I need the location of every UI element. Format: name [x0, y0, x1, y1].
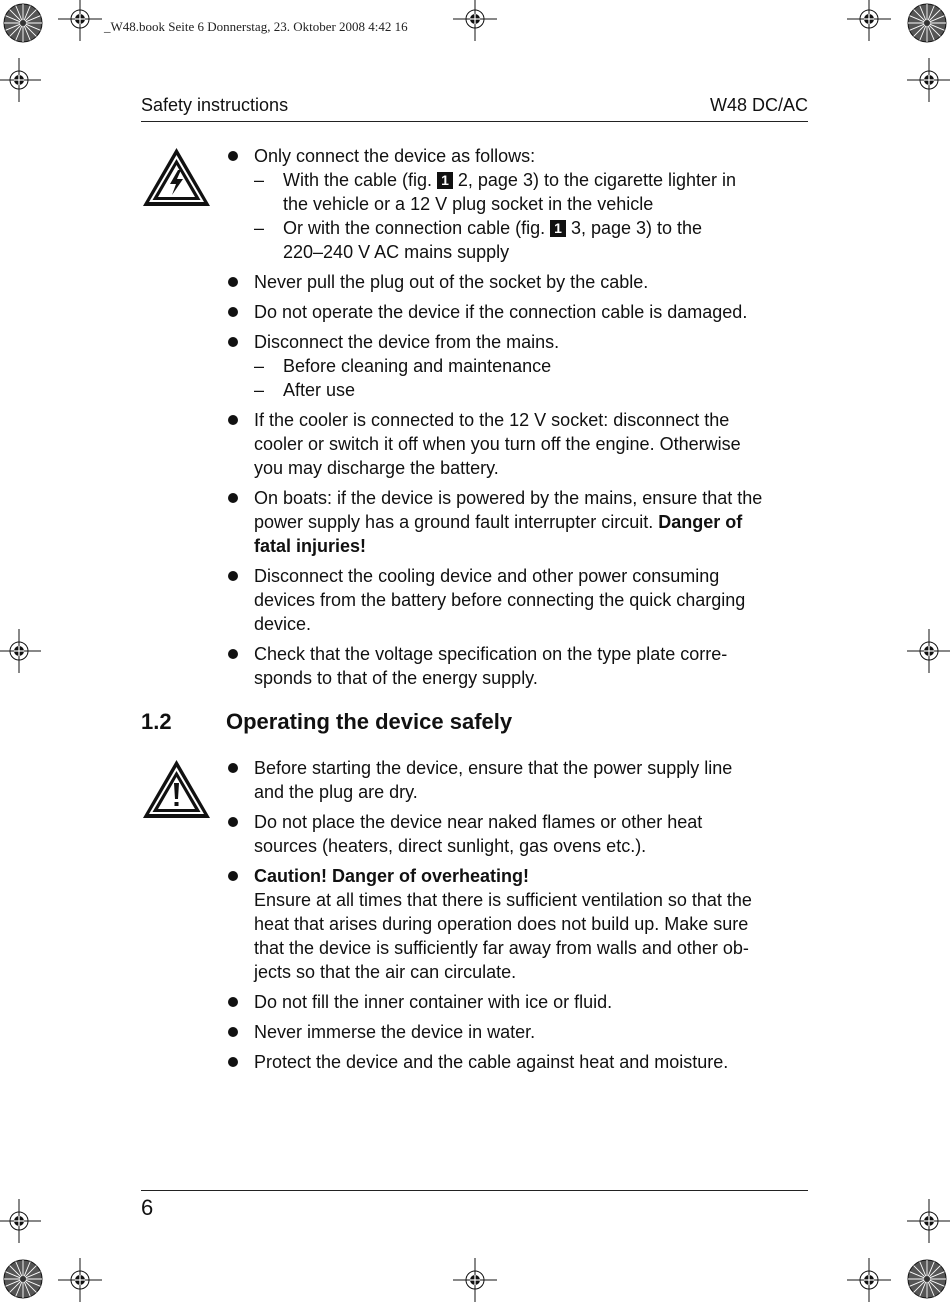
sub-item: – Before cleaning and maintenance: [254, 356, 552, 376]
list-item: Never immerse the device in water.: [254, 1022, 536, 1042]
list-item: If the cooler is connected to the 12 V socket: disconnect the cooler or switch it off when you turn off the engine. Otherwise you may discharge the battery.: [254, 410, 741, 478]
header-section-title: Safety instructions: [141, 95, 289, 115]
list-item: Never pull the plug out of the socket by the cable.: [254, 272, 649, 292]
header-rule: [141, 121, 808, 122]
sub-item: – Or with the connection cable (fig. 1 3, page 3) to the 220–240 V AC mains supply: [254, 218, 703, 262]
caution-heading: Caution! Danger of overheating!: [254, 866, 530, 886]
footer-rule: [141, 1190, 808, 1191]
danger-warning-text: Danger of: [658, 512, 743, 532]
list-item: Disconnect the device from the mains. – Before cleaning and maintenance – After use: [226, 330, 811, 402]
electric-hazard-warning-icon: [141, 146, 212, 208]
print-slug: _W48.book Seite 6 Donnerstag, 23. Oktober 2008 4:42 16: [104, 19, 408, 34]
color-target-bottom-right-icon: [908, 1260, 946, 1298]
color-target-top-right-icon: [908, 4, 946, 42]
list-item: On boats: if the device is powered by the mains, ensure that the power supply has a ground fault interrupter circuit. Danger of fatal injuries!: [254, 488, 763, 556]
list-item: Caution! Danger of overheating! Ensure at all times that there is sufficient ventilation so that the heat that arises during operation does not build up. Make sure that the device is sufficiently far away from walls and other ob- jects so that the air can circulate.: [254, 866, 752, 982]
color-target-top-left-icon: [4, 4, 42, 42]
list-item: Before starting the device, ensure that the power supply line and the plug are dry.: [254, 758, 733, 802]
figure-reference-badge: 1: [550, 220, 566, 237]
page-number: 6: [141, 1195, 154, 1220]
header-model-name: W48 DC/AC: [709, 95, 808, 115]
sub-item: – After use: [254, 380, 356, 400]
general-warning-icon: [141, 758, 212, 820]
list-item: Disconnect the cooling device and other power consuming devices from the battery before connecting the quick charging device.: [254, 566, 746, 634]
section-number: 1.2: [141, 709, 172, 734]
list-item: Do not place the device near naked flames or other heat sources (heaters, direct sunlight, gas ovens etc.).: [254, 812, 703, 856]
list-item: Check that the voltage specification on the type plate corre- sponds to that of the energy supply.: [254, 644, 728, 688]
list-item: Do not fill the inner container with ice or fluid.: [254, 992, 613, 1012]
sub-item: – With the cable (fig. 1 2, page 3) to the cigarette lighter in the vehicle or a 12 V plug socket in the vehicle: [254, 170, 737, 214]
color-target-bottom-left-icon: [4, 1260, 42, 1298]
section-title: Operating the device safely: [226, 709, 513, 734]
list-item: Do not operate the device if the connection cable is damaged.: [254, 302, 748, 322]
danger-warning-text: fatal injuries!: [254, 536, 367, 556]
figure-reference-badge: 1: [437, 172, 453, 189]
list-item: Protect the device and the cable against heat and moisture.: [254, 1052, 729, 1072]
list-item: Only connect the device as follows: – With the cable (fig. 1 2, page 3) to the cigarette lighter in the vehicle or a 12 V plug socket in the vehicle – Or with the connection cable (fig. 1 3, page 3) to the 220–240 V AC mains supply: [226, 144, 811, 264]
